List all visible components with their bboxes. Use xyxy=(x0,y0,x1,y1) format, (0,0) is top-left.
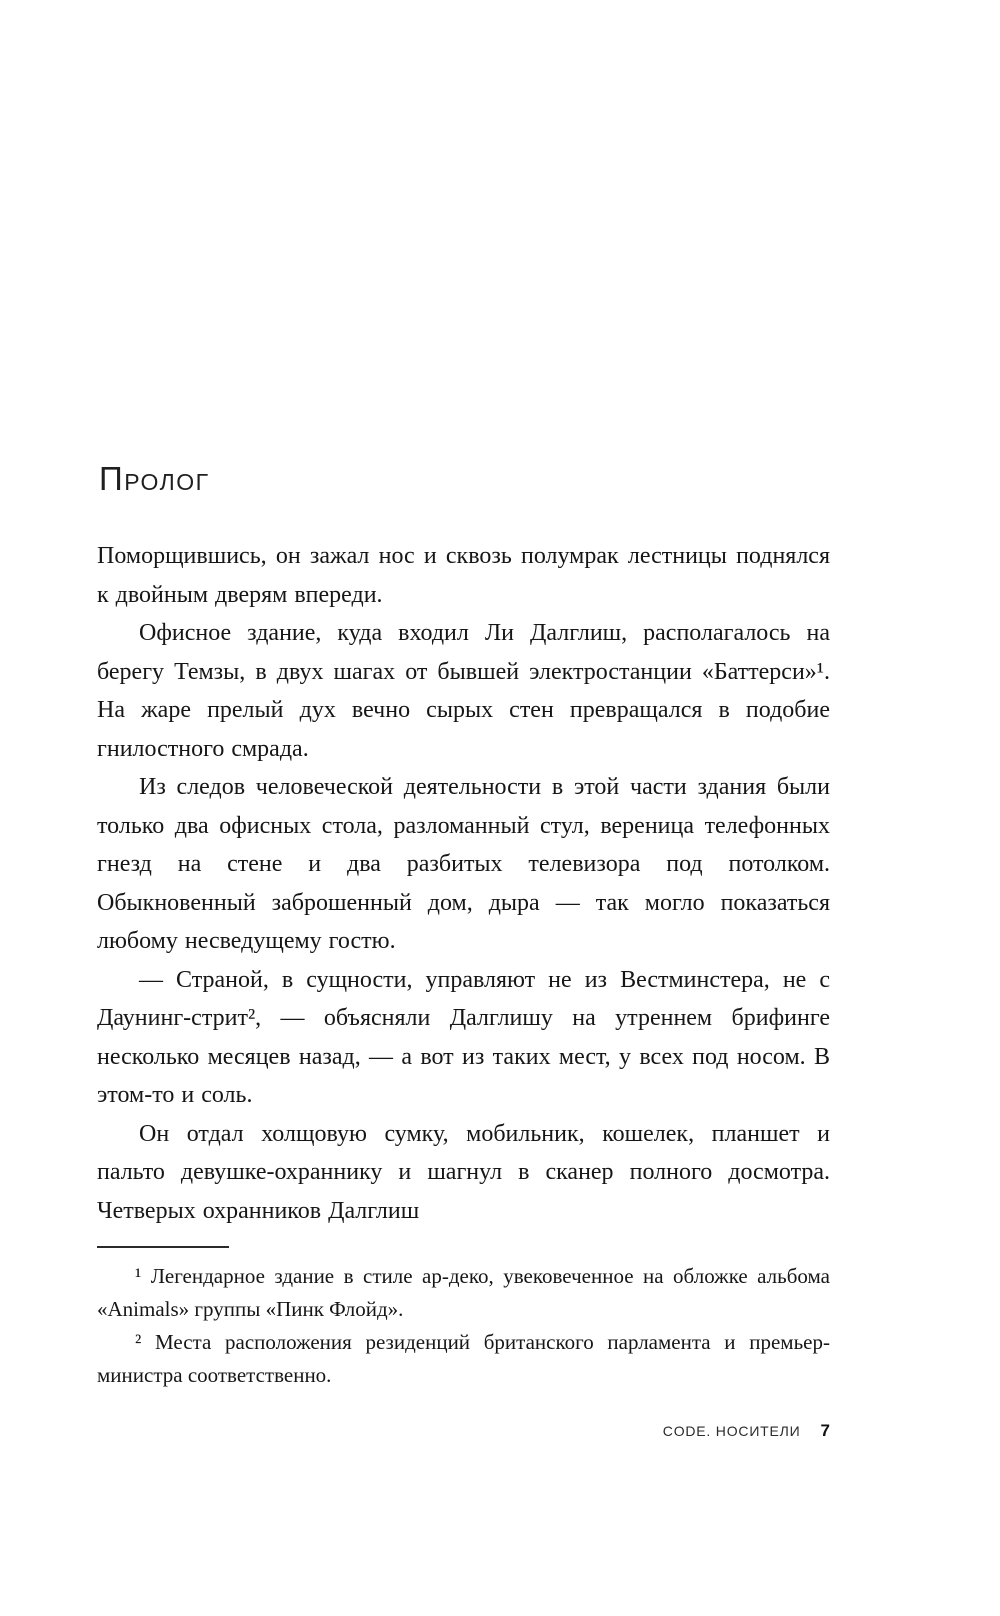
body-paragraph: Поморщившись, он зажал нос и сквозь полумрак лестницы поднялся к двойным дверям впереди. xyxy=(97,543,830,608)
running-title: CODE. НОСИТЕЛИ xyxy=(662,1423,801,1439)
footnotes xyxy=(97,1260,830,1392)
body-text xyxy=(97,537,830,1230)
page-number: 7 xyxy=(820,1421,830,1440)
chapter-title: ПРОЛОГ xyxy=(99,460,210,497)
body-paragraph: — Страной, в сущности, управляют не из Вестминстера, не с Даунинг-стрит², — объясняли Далглишу на утреннем брифинге несколько месяцев назад, — а вот из таких мест, у всех под носом. В этом-то и соль. xyxy=(97,966,830,1108)
body-paragraph: Из следов человеческой деятельности в этой части здания были только два офисных стола, разломанный стул, вереница телефонных гнезд на стене и два разбитых телевизора под потолком. Обыкновенный заброшенный дом, дыра — так могло показаться любому несведущему гостю. xyxy=(97,774,830,954)
footnote: ² Места расположения резиденций британского парламента и премьер-министра соответственно. xyxy=(97,1330,830,1387)
text-block xyxy=(97,462,830,1392)
body-paragraph: Офисное здание, куда входил Ли Далглиш, располагалось на берегу Темзы, в двух шагах от бывшей электростанции «Баттерси»¹. На жаре прелый дух вечно сырых стен превращался в подобие гнилостного смрада. xyxy=(97,620,830,762)
footnote-separator xyxy=(97,1246,229,1248)
footnote: ¹ Легендарное здание в стиле ар-деко, увековеченное на обложке альбома «Animals» группы «Пинк Флойд». xyxy=(97,1264,830,1321)
page-footer xyxy=(97,1421,830,1441)
body-paragraph: Он отдал холщовую сумку, мобильник, кошелек, планшет и пальто девушке-охраннику и шагнул в сканер полного досмотра. Четверых охранников Далглиш xyxy=(97,1120,830,1224)
